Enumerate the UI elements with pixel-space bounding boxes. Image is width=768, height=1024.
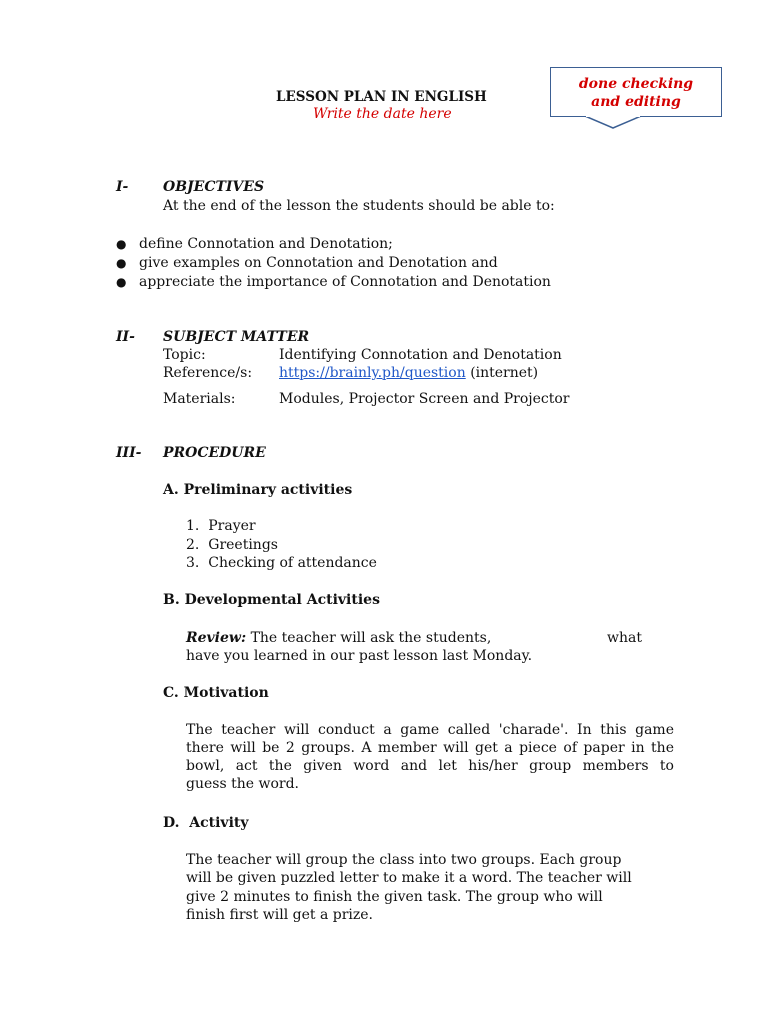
objectives-intro: At the end of the lesson the students should be able to: [163,198,555,214]
reference-value [279,364,538,382]
motivation-line: guess the word. [186,776,299,792]
procedure-numeral: III- [116,445,142,461]
developmental-heading: B. Developmental Activities [163,592,380,608]
activity-heading: D. Activity [163,815,249,831]
review-callout [550,67,722,117]
motivation-paragraph [186,721,674,793]
bullet-icon: ● [116,275,127,289]
objectives-numeral: I- [116,179,129,195]
bullet-icon: ● [116,256,127,270]
review-text: The teacher will ask the students, [250,630,492,646]
document-title: LESSON PLAN IN ENGLISH [276,89,487,105]
reference-suffix: (internet) [470,365,539,381]
activity-line: will be given puzzled letter to make it a word. The teacher will [186,870,632,886]
date-placeholder: Write the date here [313,106,452,122]
callout-line-2: and editing [591,94,681,110]
subject-matter-numeral: II- [116,329,135,345]
review-label: Review: [186,630,247,646]
materials-value: Modules, Projector Screen and Projector [279,391,570,407]
callout-line-1: done checking [578,76,694,92]
reference-label: Reference/s: [163,365,253,381]
reference-link[interactable]: https://brainly.ph/question [279,365,466,381]
review-line-1-end: what [607,630,642,646]
topic-value: Identifying Connotation and Denotation [279,347,562,363]
preliminary-heading: A. Preliminary activities [163,482,353,498]
motivation-line: The teacher will conduct a game called 'charade'. In this game [186,722,674,738]
motivation-heading: C. Motivation [163,685,269,701]
review-line-1 [186,629,491,647]
materials-label: Materials: [163,391,236,407]
objective-item: appreciate the importance of Connotation and Denotation [139,274,551,290]
motivation-line: there will be 2 groups. A member will get a piece of paper in the [186,740,674,756]
preliminary-item: 3. Checking of attendance [186,555,377,571]
topic-label: Topic: [163,347,206,363]
activity-line: The teacher will group the class into two groups. Each group [186,852,622,868]
subject-matter-heading: SUBJECT MATTER [163,329,310,345]
review-line-2: have you learned in our past lesson last Monday. [186,648,533,664]
activity-line: give 2 minutes to finish the given task. The group who will [186,889,603,905]
objectives-heading: OBJECTIVES [163,179,265,195]
motivation-line: bowl, act the given word and let his/her group members to [186,758,674,774]
procedure-heading: PROCEDURE [163,445,266,461]
objective-item: define Connotation and Denotation; [139,236,393,252]
callout-tail-icon [585,116,645,130]
objective-item: give examples on Connotation and Denotation and [139,255,498,271]
activity-line: finish first will get a prize. [186,907,374,923]
bullet-icon: ● [116,237,127,251]
preliminary-item: 1. Prayer [186,518,256,534]
preliminary-item: 2. Greetings [186,537,278,553]
